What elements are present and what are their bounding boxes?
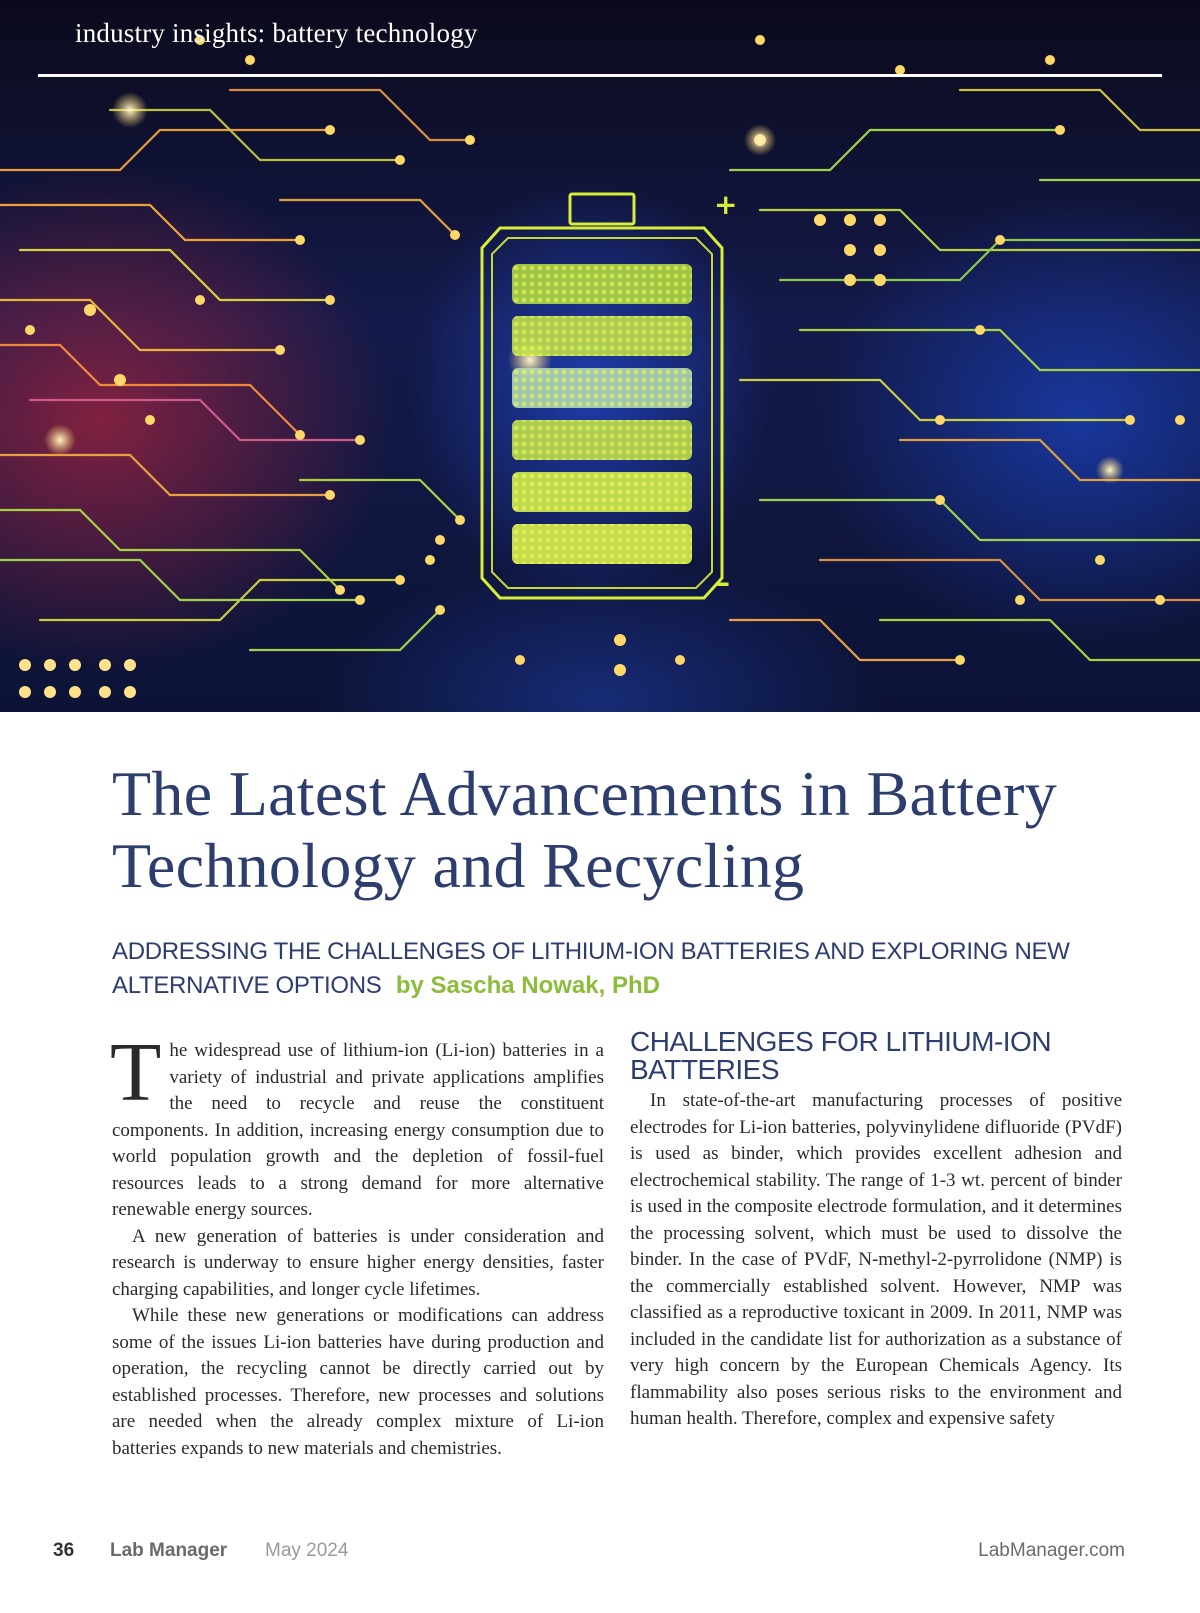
body-column-left bbox=[110, 1026, 604, 1462]
page-number: 36 bbox=[53, 1540, 75, 1561]
pad-row-bottom-left bbox=[19, 659, 136, 698]
section-heading: CHALLENGES FOR LITHIUM-ION BATTERIES bbox=[630, 1026, 1052, 1085]
circuit-traces-left bbox=[0, 90, 470, 650]
body-paragraph-2: A new generation of batteries is under consideration and research is underway to ensure higher energy densities, faster charging capabilities, and longer cycle lifetimes. bbox=[112, 1225, 604, 1300]
section-tag: industry insights: battery technology bbox=[75, 18, 478, 48]
subtitle-text: ADDRESSING THE CHALLENGES OF LITHIUM-ION BATTERIES AND EXPLORING NEW ALTERNATIVE OPTIONS bbox=[112, 938, 1070, 999]
body-column-right bbox=[630, 1026, 1122, 1433]
battery-plus-sign: + bbox=[714, 188, 738, 221]
hero-image bbox=[0, 0, 1200, 712]
battery-minus-sign: – bbox=[716, 566, 730, 599]
page-footer bbox=[0, 1540, 1200, 1570]
magazine-name: Lab Manager bbox=[110, 1540, 228, 1561]
paragraph-text: he widespread use of lithium-ion (Li-ion) batteries in a variety of industrial and private applications amplifies the need to recycle and reuse the constituent components. In addition, increasing energy consumption due to world population growth and the depletion of fossil-fuel resources leads to a strong demand for more alternative renewable energy sources. bbox=[112, 1040, 604, 1220]
circuit-battery-illustration bbox=[0, 0, 1200, 712]
body-paragraph-1 bbox=[110, 1026, 604, 1224]
issue-date: May 2024 bbox=[265, 1540, 349, 1561]
article-title: The Latest Advancements in Battery Technology and Recycling bbox=[112, 758, 1058, 901]
website-link[interactable]: LabManager.com bbox=[978, 1540, 1125, 1561]
body-paragraph-3: While these new generations or modifications can address some of the issues Li-ion batteries have during production and operation, the recycling cannot be directly carried out by established processes. Therefore, new processes and solutions are needed when the already complex mixture of Li-ion batteries expands to new materials and chemistries. bbox=[112, 1305, 604, 1459]
circuit-traces-right bbox=[730, 90, 1200, 660]
section-tag-rule bbox=[38, 74, 1162, 77]
article-subtitle bbox=[112, 935, 1152, 1003]
author-byline: by Sascha Nowak, PhD bbox=[395, 972, 660, 999]
drop-cap: T bbox=[110, 1026, 162, 1119]
battery-cells bbox=[512, 264, 692, 564]
body-paragraph-4: In state-of-the-art manufacturing processes of positive electrodes for Li-ion batteries, polyvinylidene difluoride (PVdF) is used as binder, which provides excellent adhesion and electrochemical stability. The range of 1-3 wt. percent of binder is used in the composite electrode formulation, and it determines the processing solvent, which must be used to dissolve the binder. In the case of PVdF, N-methyl-2-pyrrolidone (NMP) is the commercially established solvent. However, NMP was classified as a reproductive toxicant in 2009. In 2011, NMP was included in the candidate list for authorization as a substance of very high concern by the European Chemicals Agency. Its flammability also poses serious risks to the environment and human health. Therefore, complex and expensive safety bbox=[630, 1090, 1122, 1429]
